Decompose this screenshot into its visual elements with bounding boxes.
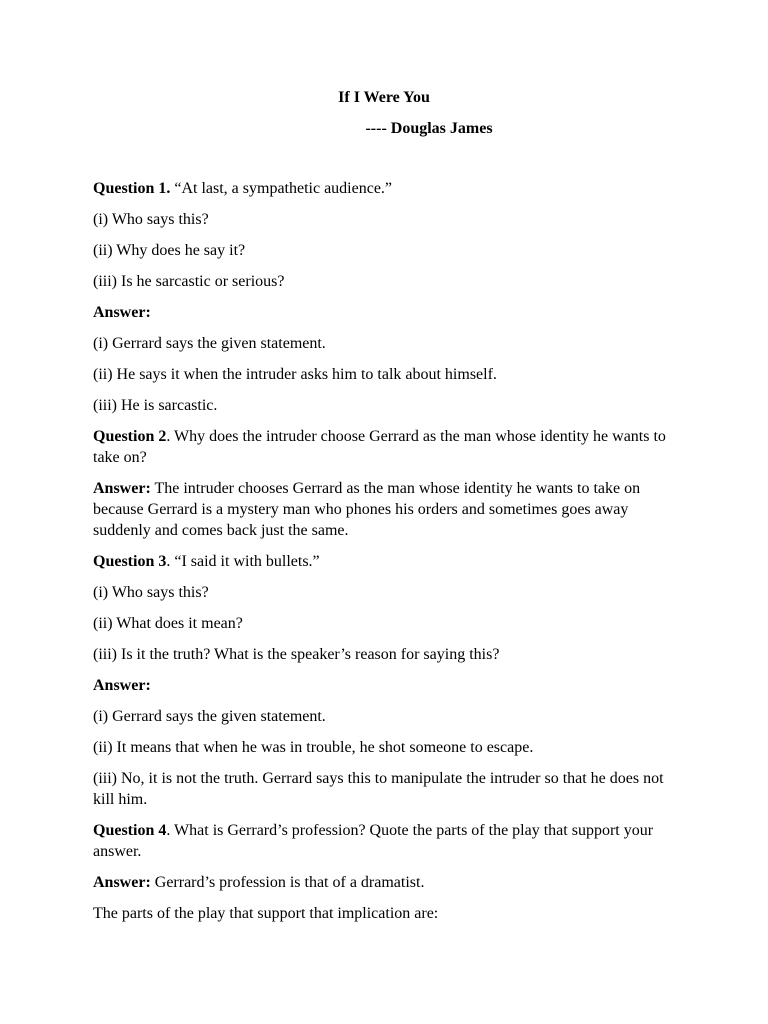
- answer-text: The intruder chooses Gerrard as the man whose identity he wants to take on because Gerrard is a mystery man who phones his orders and sometimes goes away suddenly and comes back just the same.: [93, 480, 641, 539]
- question-label: Question 1.: [93, 180, 171, 197]
- answer-1-item-3: (iii) He is sarcastic.: [93, 397, 218, 414]
- answer-1-item-1: (i) Gerrard says the given statement.: [93, 335, 326, 352]
- answer-label: Answer:: [93, 480, 151, 497]
- answer-2: [93, 478, 683, 541]
- question-3-item-1: (i) Who says this?: [93, 584, 209, 601]
- question-1-item-2: (ii) Why does he say it?: [93, 242, 246, 259]
- document-title: If I Were You: [338, 89, 430, 106]
- answer-1-label: [93, 302, 683, 323]
- question-text: . Why does the intruder choose Gerrard as the man whose identity he wants to take on?: [93, 428, 666, 466]
- question-1-item-3: (iii) Is he sarcastic or serious?: [93, 273, 285, 290]
- question-1: [93, 178, 683, 199]
- answer-label: Answer:: [93, 677, 151, 694]
- answer-1-item-2: (ii) He says it when the intruder asks him to talk about himself.: [93, 366, 497, 383]
- question-label: Question 4: [93, 822, 167, 839]
- question-3: [93, 551, 683, 572]
- question-1-item-1: (i) Who says this?: [93, 211, 209, 228]
- question-3-item-3: (iii) Is it the truth? What is the speaker’s reason for saying this?: [93, 646, 500, 663]
- answer-text: Gerrard’s profession is that of a dramatist.: [150, 874, 425, 891]
- answer-3-item-2: (ii) It means that when he was in trouble, he shot someone to escape.: [93, 739, 534, 756]
- question-label: Question 2: [93, 428, 167, 445]
- question-text: “At last, a sympathetic audience.”: [170, 180, 393, 197]
- answer-4: [93, 872, 683, 893]
- answer-3-item-1: (i) Gerrard says the given statement.: [93, 708, 326, 725]
- answer-3-label: [93, 675, 683, 696]
- answer-3-item-3: (iii) No, it is not the truth. Gerrard says this to manipulate the intruder so that he does not kill him.: [93, 770, 664, 808]
- question-label: Question 3: [93, 553, 167, 570]
- document-body: [93, 178, 683, 934]
- answer-4-followup: The parts of the play that support that implication are:: [93, 905, 439, 922]
- answer-label: Answer:: [93, 304, 151, 321]
- document-author: ---- Douglas James: [365, 120, 493, 137]
- question-2: [93, 426, 683, 468]
- answer-label: Answer:: [93, 874, 151, 891]
- question-text: . What is Gerrard’s profession? Quote the parts of the play that support your answer.: [93, 822, 654, 860]
- question-3-item-2: (ii) What does it mean?: [93, 615, 243, 632]
- question-4: [93, 820, 683, 862]
- question-text: . “I said it with bullets.”: [166, 553, 320, 570]
